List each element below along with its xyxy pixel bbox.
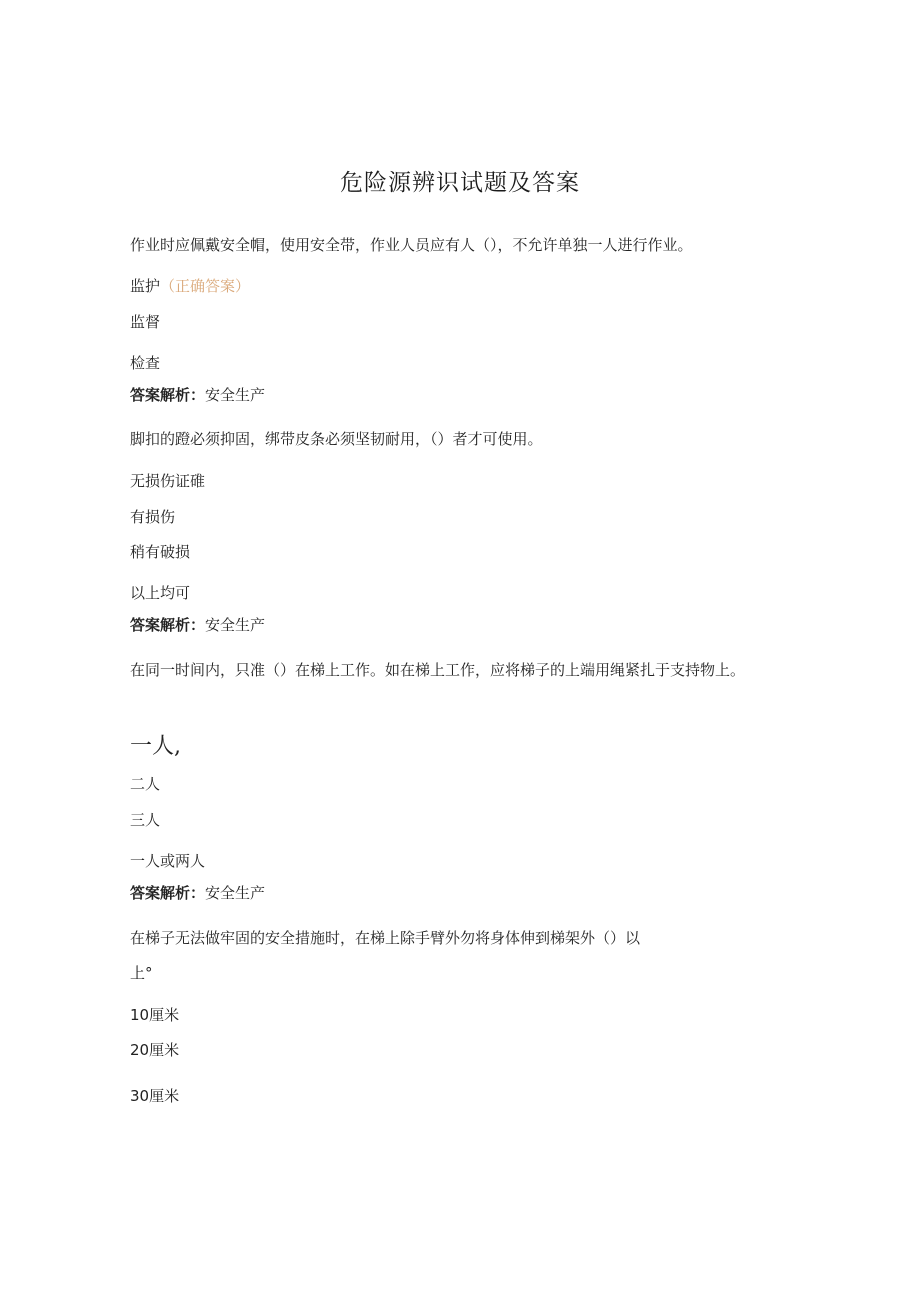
question-2-option-3: 稍有破损 xyxy=(130,543,191,561)
analysis-label: 答案解析： xyxy=(130,616,206,634)
question-3-analysis xyxy=(130,882,265,904)
question-4-option-3: 30厘米 xyxy=(130,1087,180,1105)
option-text: 监护 xyxy=(130,277,161,295)
analysis-label: 答案解析： xyxy=(130,884,206,902)
analysis-label: 答案解析： xyxy=(130,386,206,404)
question-1-option-3: 检查 xyxy=(130,354,161,372)
question-3-option-4: 一人或两人 xyxy=(130,852,206,870)
question-4-option-2: 20厘米 xyxy=(130,1041,180,1059)
question-2-option-4: 以上均可 xyxy=(130,584,191,602)
analysis-text: 安全生产 xyxy=(205,884,266,902)
question-2-option-1: 无损伤证碓 xyxy=(130,472,206,490)
question-3-option-2: 二人 xyxy=(130,775,161,793)
question-3-option-3: 三人 xyxy=(130,811,161,829)
question-4-option-1: 10厘米 xyxy=(130,1006,180,1024)
correct-answer-tag: （正确答案） xyxy=(160,277,251,295)
question-1-analysis xyxy=(130,384,265,406)
question-4-stem-line-1: 在梯子无法做牢固的安全措施时，在梯上除手臂外勿将身体伸到梯架外（）以 xyxy=(130,929,641,947)
question-3-option-1: 一人, xyxy=(130,734,181,759)
question-3-stem: 在同一时间内，只准（）在梯上工作。如在梯上工作，应将梯子的上端用绳紧扎于支持物上。 xyxy=(130,661,746,679)
analysis-text: 安全生产 xyxy=(205,386,266,404)
question-1-option-1 xyxy=(130,275,250,297)
question-1-option-2: 监督 xyxy=(130,313,161,331)
question-2-analysis xyxy=(130,614,265,636)
analysis-text: 安全生产 xyxy=(205,616,266,634)
question-1-stem: 作业时应佩戴安全帽，使用安全带，作业人员应有人（），不允许单独一人进行作业。 xyxy=(130,236,693,254)
question-4-stem-line-2: 上° xyxy=(130,964,153,982)
question-2-stem: 脚扣的蹬必须抑固，绑带皮条必须坚韧耐用，（）者才可使用。 xyxy=(130,430,543,448)
document-title: 危险源辨识试题及答案 xyxy=(340,170,580,196)
question-2-option-2: 有损伤 xyxy=(130,508,176,526)
